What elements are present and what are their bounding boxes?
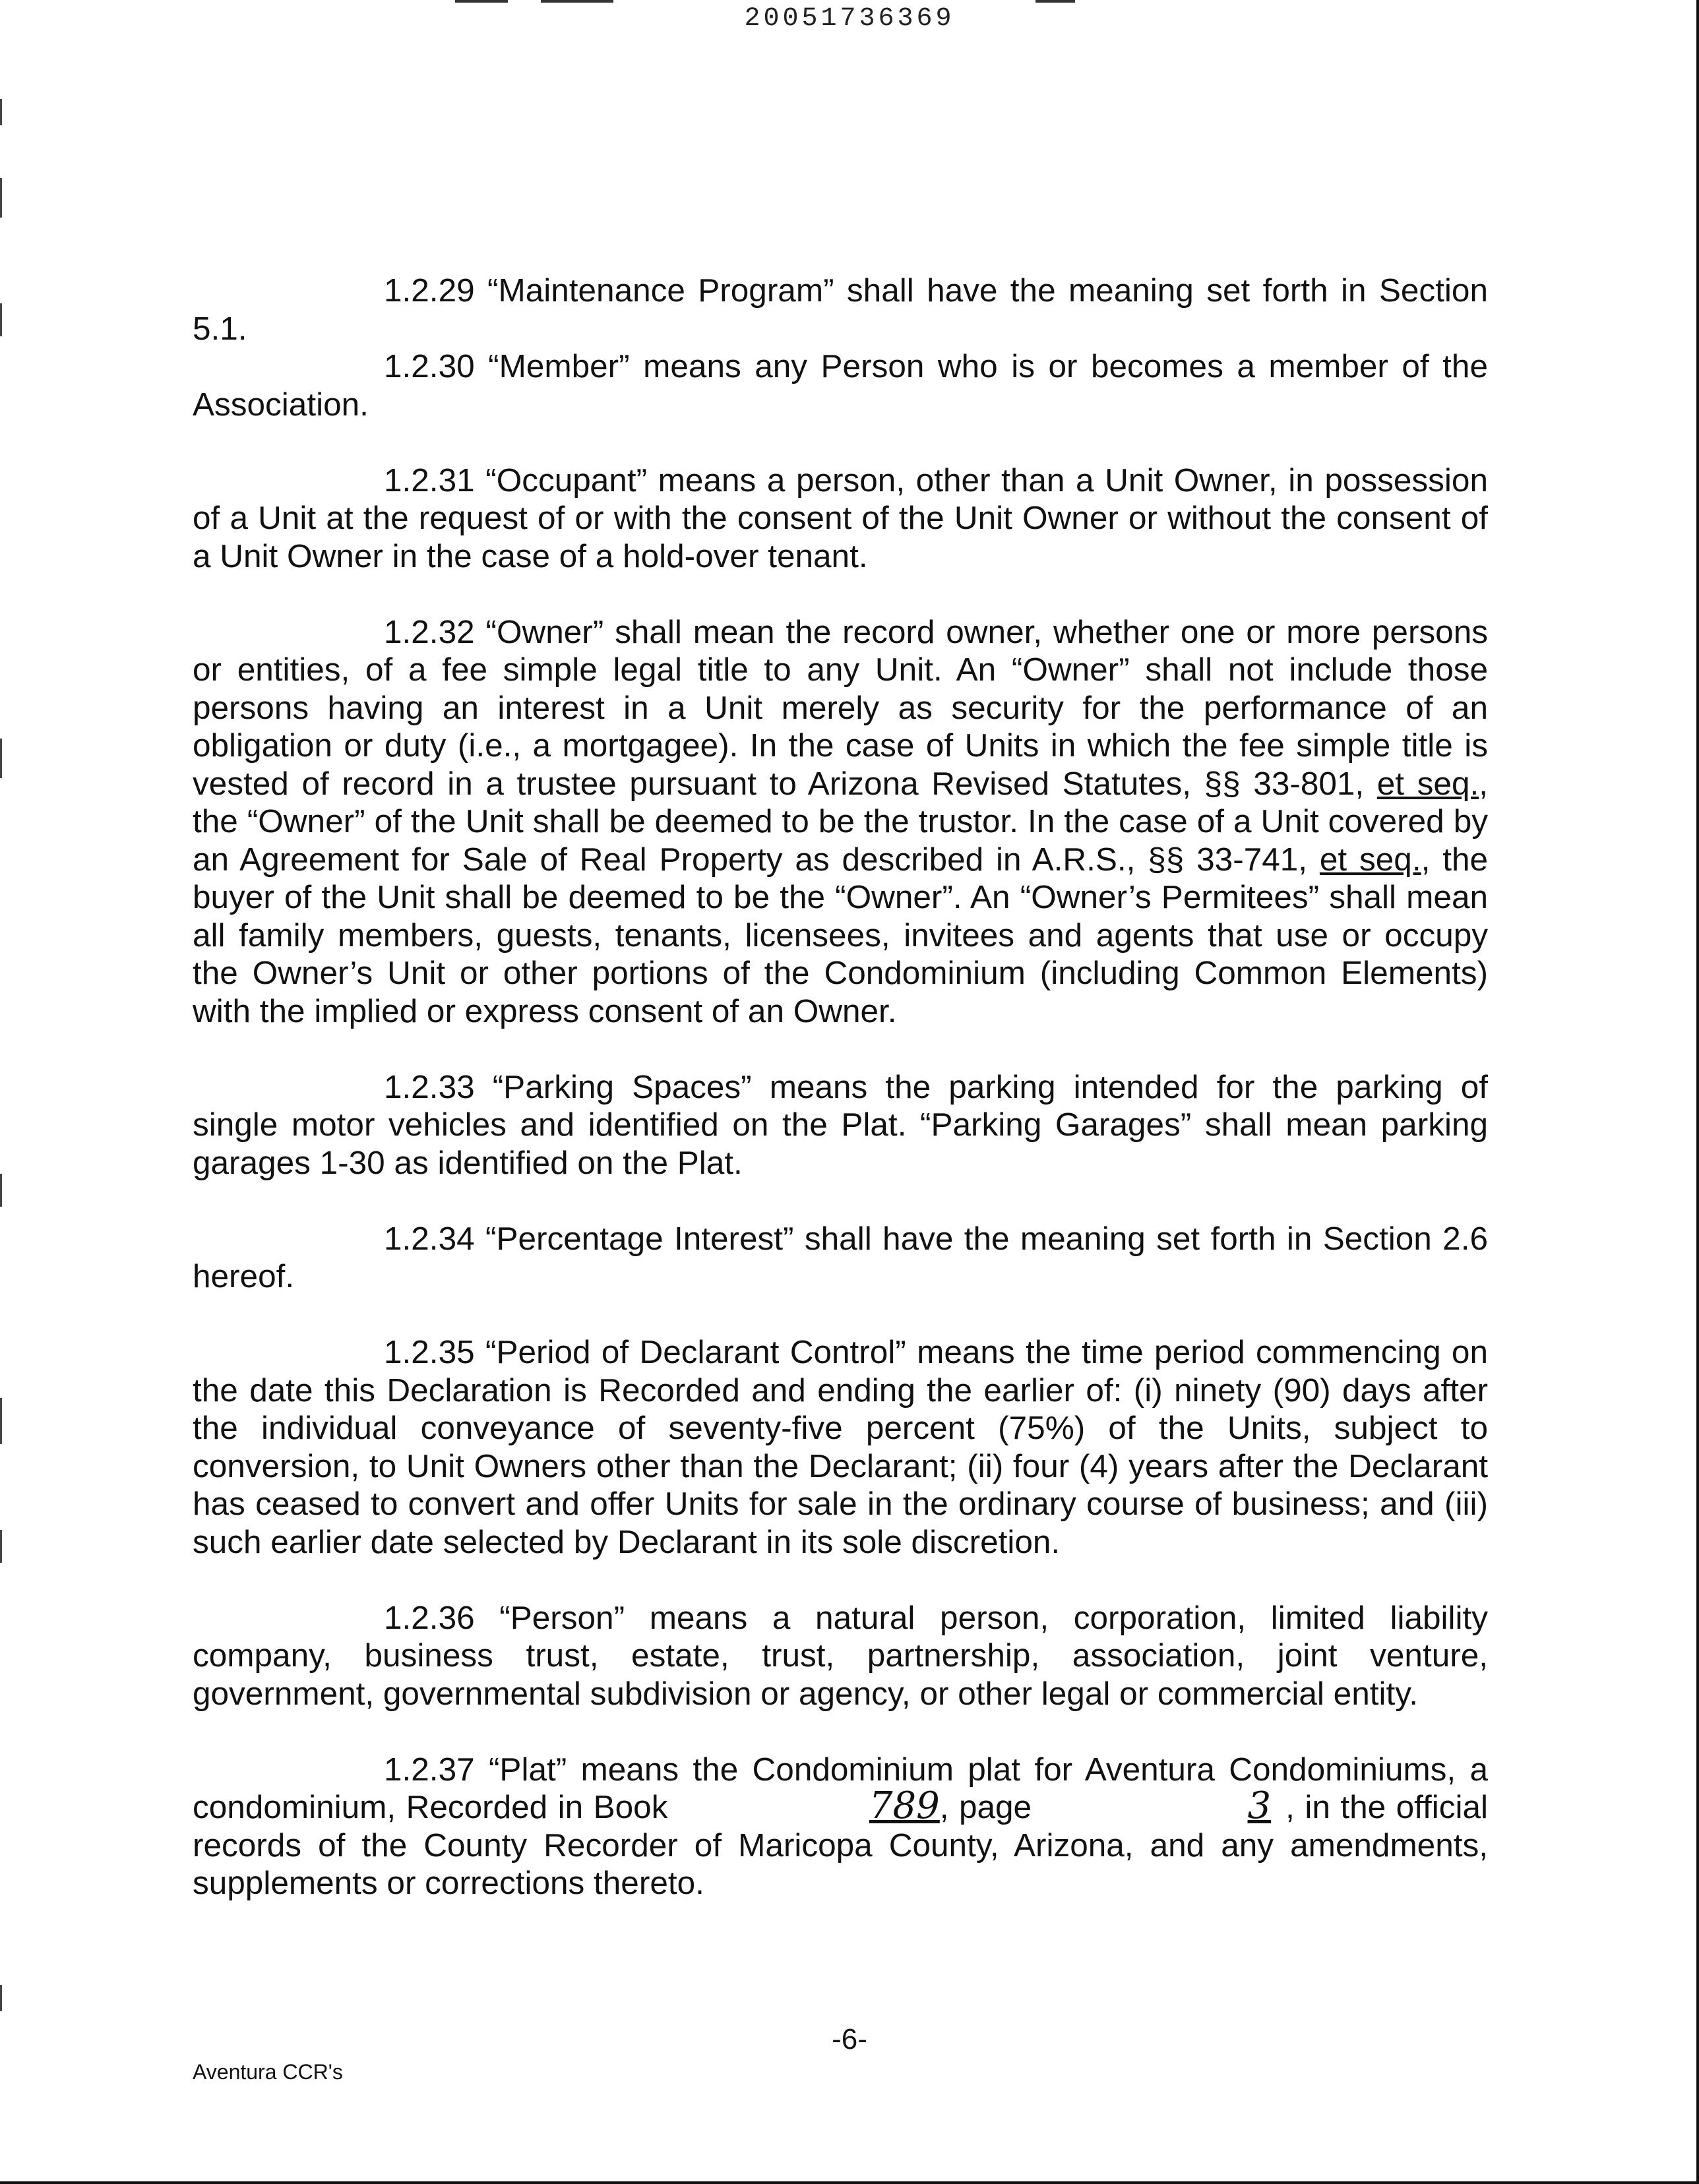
defined-term: “Parking Spaces” — [492, 1068, 752, 1105]
document-body — [193, 272, 1488, 1940]
section-number: 1.2.31 — [384, 462, 475, 499]
section-number: 1.2.35 — [384, 1334, 475, 1370]
scan-mark — [541, 0, 613, 3]
paragraph-1-2-31 — [193, 462, 1488, 576]
scan-mark — [0, 303, 2, 336]
scan-mark — [0, 1174, 2, 1207]
defined-term: “Plat” — [488, 1751, 567, 1788]
defined-term: “Owner” — [485, 613, 604, 650]
paragraph-1-2-32 — [193, 613, 1488, 1031]
scan-mark — [0, 1530, 2, 1563]
defined-term: “Member” — [488, 348, 630, 384]
paragraph-text: shall mean the record owner, whether one or more persons or entities, of a fee simple legal title to any Unit. An “Owner” shall not include those persons having an interest in a Unit merely as security for the performance of an obligation or duty (i.e., a mortgagee). In the case of Units in which the fee simple title is vested of record in a trustee pursuant to Arizona Revised Statutes, §§ 33-801, — [193, 613, 1488, 802]
handwritten-book-number: 789 — [869, 1784, 940, 1827]
scan-mark — [0, 1985, 2, 2011]
paragraph-1-2-30 — [193, 348, 1488, 423]
scan-mark — [0, 178, 2, 218]
paragraph-text: shall have the meaning set forth in Section 2.6 hereof. — [193, 1220, 1488, 1294]
document-number: 20051736369 — [744, 4, 955, 34]
scan-mark — [455, 0, 508, 3]
paragraph-text: means the time period commencing on the date this Declaration is Recorded and ending the earlier of: (i) ninety (90) days after the individual conveyance of seventy-five percent (75%) of the Units, subject to conversion, to Unit Owners other than the Declarant; (ii) four (4) years after the Declarant has ceased to convert and offer Units for sale in the ordinary course of business; and (iii) such earlier date selected by Declarant in its sole discretion. — [193, 1334, 1488, 1560]
scan-mark — [0, 739, 2, 778]
paragraph-text: , page — [939, 1789, 1042, 1825]
paragraph-text: , the “Owner” of the Unit shall be deemed to be the trustor. In the case of a Unit covered by an Agreement for Sale of Real Property as described in A.R.S., §§ 33-741, — [193, 765, 1488, 878]
paragraph-1-2-33 — [193, 1068, 1488, 1182]
defined-term: “Percentage Interest” — [485, 1220, 794, 1257]
paragraph-1-2-36 — [193, 1599, 1488, 1713]
handwritten-page-number: 3 — [1247, 1784, 1272, 1827]
paragraph-text: means a person, other than a Unit Owner, in possession of a Unit at the request of or with the consent of the Unit Owner or without the consent of a Unit Owner in the case of a hold-over tenant. — [193, 462, 1488, 574]
paragraph-text: means the Condominium plat for Aventura Condominiums, a condominium, Recorded in Book — [193, 1751, 1488, 1825]
defined-term: “Occupant” — [485, 462, 648, 499]
paragraph-1-2-35 — [193, 1333, 1488, 1561]
page-number: -6- — [832, 2023, 867, 2055]
et-seq-citation: et seq. — [1376, 765, 1479, 802]
scan-mark — [0, 99, 2, 125]
paragraph-1-2-37 — [193, 1751, 1488, 1902]
paragraph-text: means the parking intended for the parking of single motor vehicles and identified on the Plat. “Parking Garages” shall mean parking garages 1-30 as identified on the Plat. — [193, 1068, 1488, 1181]
paragraph-text: means a natural person, corporation, limited liability company, business trust, estate, trust, partnership, association, joint venture, government, governmental subdivision or agency, or other legal or commercial entity. — [193, 1599, 1489, 1712]
footer-document-label: Aventura CCR's — [193, 2060, 343, 2084]
scan-border-right — [1696, 0, 1699, 2184]
section-number: 1.2.29 — [384, 272, 475, 309]
scan-mark — [1035, 0, 1075, 3]
section-number: 1.2.33 — [384, 1068, 475, 1105]
et-seq-citation: et seq. — [1319, 841, 1421, 878]
section-number: 1.2.34 — [384, 1220, 475, 1257]
section-number: 1.2.32 — [384, 613, 475, 650]
paragraph-1-2-34 — [193, 1220, 1488, 1296]
section-number: 1.2.36 — [384, 1599, 475, 1636]
scan-mark — [0, 1398, 2, 1444]
paragraph-text: , in the official records of the County Recorder of Maricopa County, Arizona, and any amendments, supplements or corrections thereto. — [193, 1789, 1488, 1901]
section-number: 1.2.37 — [384, 1751, 475, 1788]
defined-term: “Period of Declarant Control” — [485, 1334, 906, 1370]
scan-border-bottom — [0, 2181, 1699, 2184]
paragraph-text: , the buyer of the Unit shall be deemed to be the “Owner”. An “Owner’s Permitees” shall mean all family members, guests, tenants, licensees, invitees and agents that use or occupy the Owner’s Unit or other portions of the Condominium (including Common Elements) with the implied or express consent of an Owner. — [193, 841, 1489, 1029]
paragraph-1-2-29 — [193, 272, 1488, 348]
paragraph-text: shall have the meaning set forth in Section 5.1. — [193, 272, 1488, 347]
section-number: 1.2.30 — [384, 348, 475, 384]
paragraph-text: means any Person who is or becomes a member of the Association. — [193, 348, 1488, 423]
defined-term: “Person” — [499, 1599, 625, 1636]
defined-term: “Maintenance Program” — [487, 272, 834, 309]
